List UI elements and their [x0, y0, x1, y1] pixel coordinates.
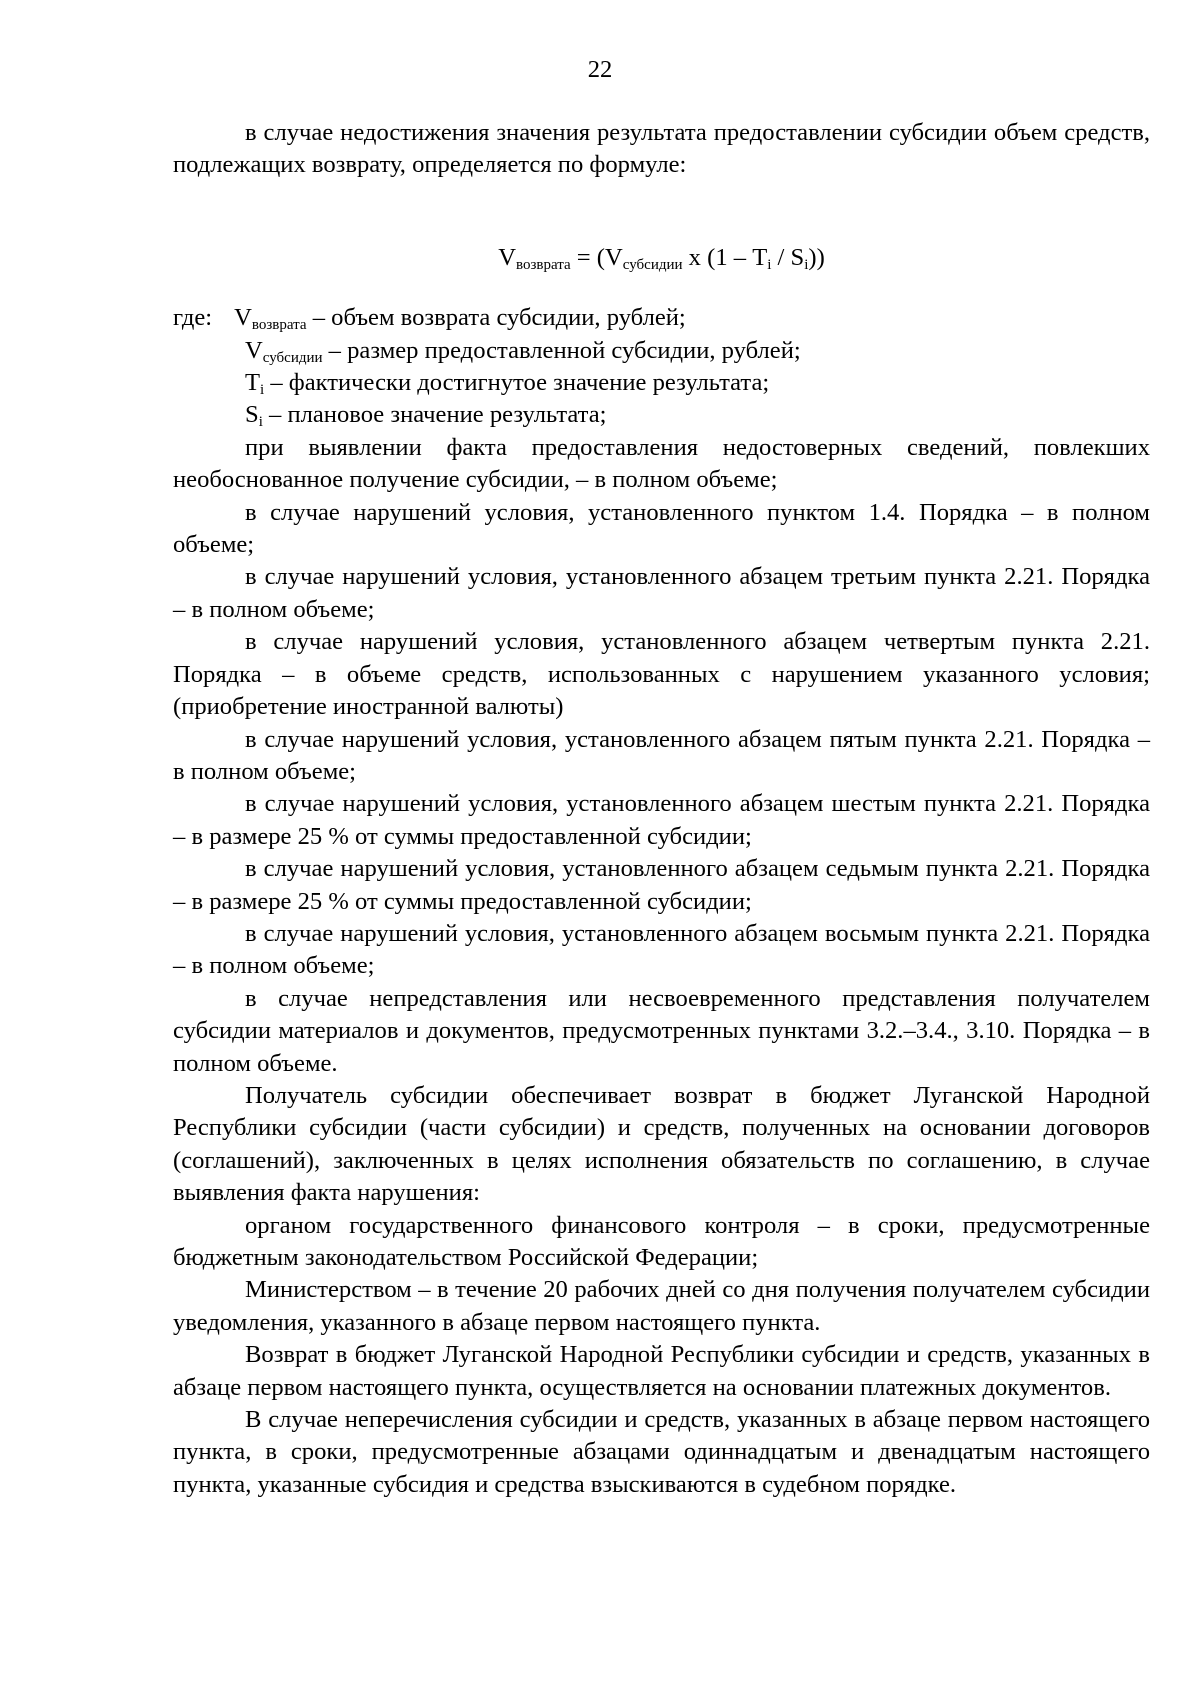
paragraph: при выявлении факта предоставления недостоверных сведений, повлекших необоснованное получение субсидии, – в полном объеме; — [173, 433, 1150, 494]
definition-v-subsidy: $V_{субсидии}$ – размер предоставленной субсидии, рублей; — [245, 336, 801, 366]
paragraph: В случае неперечисления субсидии и средств, указанных в абзаце первом настоящего пункта, в сроки, предусмотренные абзацами одиннадцатым и двенадцатым настоящего пункта, указанные субсидия и средства взыскиваются в судебном порядке. — [173, 1406, 1150, 1498]
definition-v-refund: где: $V_{возврата}$ – объем возврата субсидии, рублей; — [173, 304, 686, 334]
paragraph: Министерством – в течение 20 рабочих дней со дня получения получателем субсидии уведомления, указанного в абзаце первом настоящего пункта. — [173, 1276, 1150, 1336]
intro-paragraph: в случае недостижения значения результата предоставлении субсидии объем средств, подлежащих возврату, определяется по формуле: — [173, 119, 1150, 179]
paragraph: в случае нарушений условия, установленного абзацем четвертым пункта 2.21. Порядка – в объеме средств, использованных с нарушением указанного условия; (приобретение иностранной валюты) — [173, 628, 1150, 721]
paragraph: в случае нарушений условия, установленного абзацем шестым пункта 2.21. Порядка – в размере 25 % от суммы предоставленной субсидии; — [173, 790, 1150, 850]
paragraph: в случае нарушений условия, установленного абзацем седьмым пункта 2.21. Порядка – в размере 25 % от суммы предоставленной субсидии; — [173, 855, 1150, 915]
page-number: 22 — [587, 56, 613, 83]
paragraph: в случае нарушений условия, установленного пунктом 1.4. Порядка – в полном объеме; — [173, 498, 1150, 559]
paragraph: органом государственного финансового контроля – в сроки, предусмотренные бюджетным законодательством Российской Федерации; — [173, 1211, 1150, 1271]
paragraph: в случае непредставления или несвоевременного представления получателем субсидии материалов и документов, предусмотренных пунктами 3.2.–3.4., 3.10. Порядка – в полном объеме. — [173, 984, 1150, 1077]
document-body — [173, 117, 1150, 1501]
paragraph: в случае нарушений условия, установленного абзацем третьим пункта 2.21. Порядка – в полном объеме; — [173, 563, 1150, 623]
definition-t: $T_i$ – фактически достигнутое значение результата; — [245, 369, 770, 399]
paragraph: в случае нарушений условия, установленного абзацем пятым пункта 2.21. Порядка – в полном объеме; — [173, 725, 1150, 785]
definition-s: $S_i$ – плановое значение результата; — [245, 401, 607, 431]
paragraph: в случае нарушений условия, установленного абзацем восьмым пункта 2.21. Порядка – в полном объеме; — [173, 919, 1150, 980]
paragraph: Получатель субсидии обеспечивает возврат в бюджет Луганской Народной Республики субсидии (части субсидии) и средств, полученных на основании договоров (соглашений), заключенных в целях исполнения обязательств по соглашению, в случае выявления факта нарушения: — [173, 1081, 1150, 1207]
paragraph: Возврат в бюджет Луганской Народной Республики субсидии и средств, указанных в абзаце первом настоящего пункта, осуществляется на основании платежных документов. — [173, 1341, 1150, 1401]
refund-formula: $V_{возврата} = (V_{субсидии}$ х $(1 - T_i / S_i)$) — [498, 243, 825, 273]
